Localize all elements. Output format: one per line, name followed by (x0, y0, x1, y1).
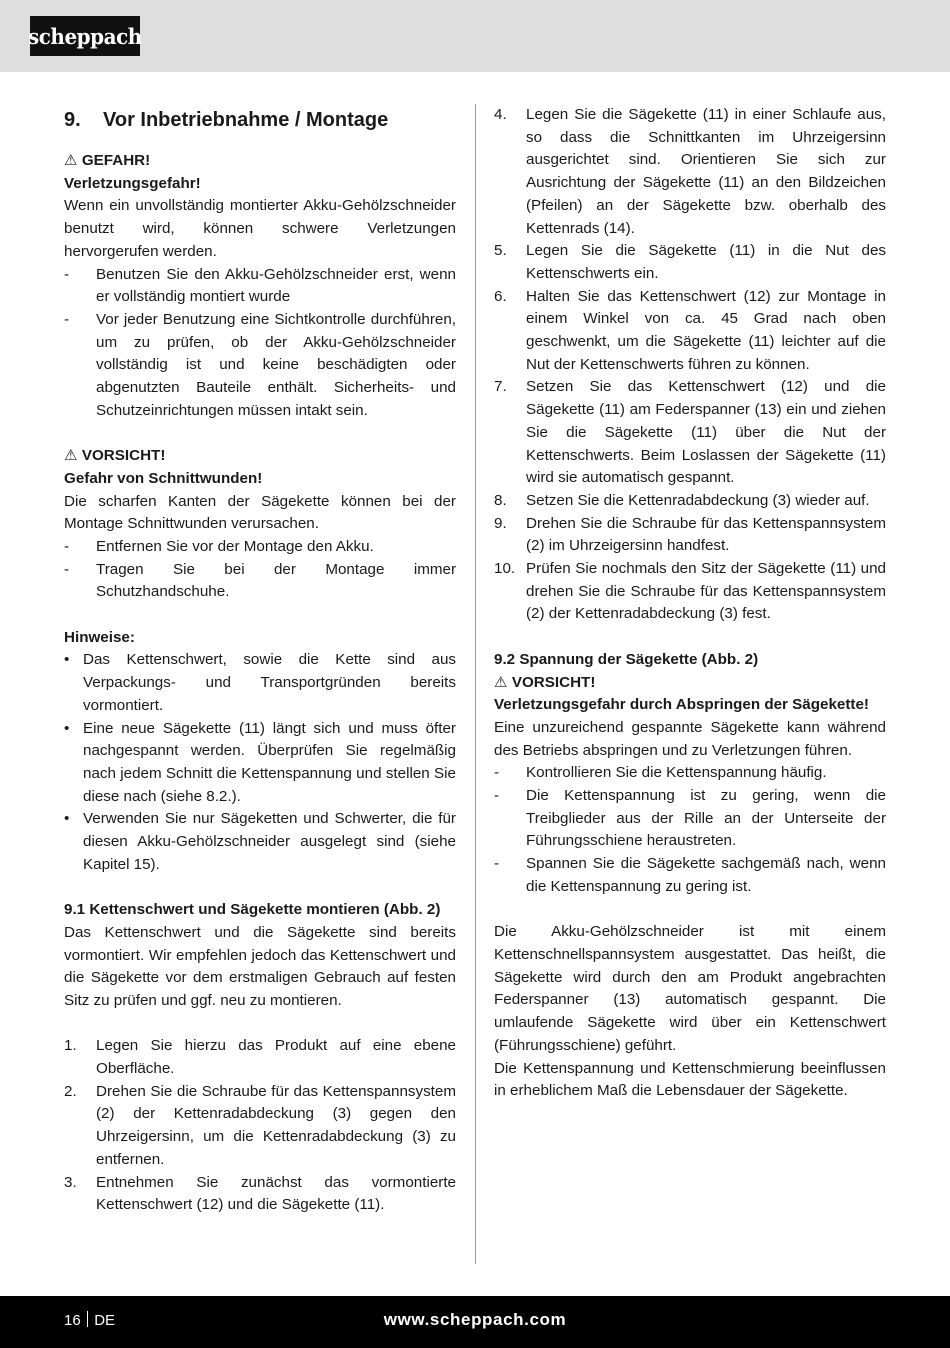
caution-subtitle: Verletzungsgefahr durch Abspringen der Sägekette! (494, 696, 869, 714)
step-item: 2. Drehen Sie die Schraube für das Kettenspannsystem (2) der Kettenradabdeckung (3) gegen den Uhrzeigersinn, um die Kettenradabdeckung (3) zu entfernen. (64, 1082, 456, 1168)
list-item: - Kontrollieren Sie die Kettenspannung häufig. (494, 764, 827, 782)
bullet-item: • Eine neue Sägekette (11) längt sich und muss öfter nachgespannt werden. Überprüfen Sie regelmäßig nach jedem Schnitt die Kettenspannung und stellen Sie diese nach (siehe 8.2.). (64, 719, 456, 805)
step-item: 9. Drehen Sie die Schraube für das Kettenspannsystem (2) im Uhrzeigersinn handfest. (494, 514, 886, 555)
step-item: 3. Entnehmen Sie zunächst das vormontierte Kettenschwert (12) und die Sägekette (11). (64, 1173, 456, 1214)
warning-triangle-icon: ⚠ (64, 152, 78, 169)
warning-triangle-icon: ⚠ (494, 673, 508, 691)
danger-text: Wenn ein unvollständig montierter Akku-Gehölzschneider benutzt wird, können schwere Verletzungen hervorgerufen werden. (64, 197, 456, 260)
paragraph: Die Kettenspannung und Kettenschmierung beeinflussen in erheblichem Maß die Lebensdauer der Sägekette. (494, 1059, 886, 1100)
list-item: - Benutzen Sie den Akku-Gehölzschneider erst, wenn er vollständig montiert wurde (64, 265, 456, 306)
paragraph: Die Akku-Gehölzschneider ist mit einem Kettenschnellspannsystem ausgestattet. Das heißt, die Sägekette wird durch den am Produkt angebrachten Federspanner (13) automatisch gespannt. Die umlaufende Sägekette wird über ein Kettenschwert (Führungsschiene) geführt. (494, 923, 886, 1054)
list-item: - Vor jeder Benutzung eine Sichtkontrolle durchführen, um zu prüfen, ob der Akku-Gehölzschneider vollständig ist und keine beschädigten oder abgenutzten Bauteile enthält. Sicherheits- und Schutzeinrichtungen müssen intakt sein. (64, 310, 456, 419)
section-title: 9. Vor Inbetriebnahme / Montage (64, 109, 389, 131)
caution-heading: ⚠ VORSICHT! (494, 673, 596, 691)
danger-subtitle: Verletzungsgefahr! (64, 174, 201, 192)
danger-heading: ⚠ GEFAHR! (64, 152, 151, 169)
right-column (494, 104, 886, 1103)
bullet-item: • Verwenden Sie nur Sägeketten und Schwerter, die für diesen Akku-Gehölzschneider ausgelegt sind (siehe Kapitel 15). (64, 810, 456, 873)
warning-triangle-icon: ⚠ (64, 447, 78, 465)
list-item: - Entfernen Sie vor der Montage den Akku. (64, 537, 374, 555)
caution-subtitle: Gefahr von Schnittwunden! (64, 469, 263, 487)
step-item: 4. Legen Sie die Sägekette (11) in einer Schlaufe aus, so dass die Schnittkanten im Uhrzeigersinn ausgerichtet sind. Orientieren Sie sich zur Ausrichtung der Sägekette (11) an den Bildzeichen (Pfeilen) an der Sägekette bzw. oberhalb des Kettenrads (14). (494, 106, 886, 237)
subsection-text: Das Kettenschwert und die Sägekette sind bereits vormontiert. Wir empfehlen jedoch das Kettenschwert und die Sägekette vor dem erstmaligen Gebrauch auf festen Sitz zu prüfen und ggf. neu zu montieren. (64, 923, 456, 1009)
step-item: 1. Legen Sie hierzu das Produkt auf eine ebene Oberfläche. (64, 1037, 456, 1078)
page-number: 16 DE (64, 1312, 116, 1329)
website-url: www.scheppach.com (383, 1310, 567, 1329)
step-item: 7. Setzen Sie das Kettenschwert (12) und die Sägekette (11) am Federspanner (13) ein und ziehen Sie die Sägekette (11) über die Nut der Kettenschwerts. Beim Loslassen der Sägekette (11) wird sie automatisch gespannt. (494, 378, 886, 487)
caution-text: Eine unzureichend gespannte Sägekette kann während des Betriebs abspringen und zu Verletzungen führen. (494, 718, 886, 759)
left-column (64, 104, 456, 1217)
notes-title: Hinweise: (64, 628, 135, 646)
subsection-title-9-2: 9.2 Spannung der Sägekette (Abb. 2) (494, 650, 759, 668)
page-header (0, 0, 950, 72)
list-item: - Tragen Sie bei der Montage immer Schutzhandschuhe. (64, 560, 456, 601)
list-item: - Spannen Sie die Sägekette sachgemäß nach, wenn die Kettenspannung zu gering ist. (494, 855, 886, 895)
caution-heading: ⚠ VORSICHT! (64, 447, 166, 465)
list-item: - Die Kettenspannung ist zu gering, wenn die Treibglieder aus der Rille an der Unterseite der Führungsschiene heraustreten. (494, 787, 886, 850)
column-divider (475, 104, 476, 1264)
page-footer (0, 1296, 950, 1348)
step-item: 8. Setzen Sie die Kettenradabdeckung (3) wieder auf. (494, 491, 870, 509)
scheppach-logo: scheppach (30, 16, 140, 56)
step-item: 5. Legen Sie die Sägekette (11) in die Nut des Kettenschwerts ein. (494, 242, 886, 282)
step-item: 10. Prüfen Sie nochmals den Sitz der Sägekette (11) und drehen Sie die Schraube für das Kettenspannsystem (2) der Kettenradabdeckung (3) fest. (494, 560, 886, 623)
subsection-title-9-1: 9.1 Kettenschwert und Sägekette montieren (Abb. 2) (64, 901, 441, 919)
caution-text: Die scharfen Kanten der Sägekette können bei der Montage Schnittwunden verursachen. (64, 492, 456, 533)
step-item: 6. Halten Sie das Kettenschwert (12) zur Montage in einem Winkel von ca. 45 Grad nach oben geschwenkt, um die Sägekette (11) leichter auf die Nut der Kettenschwerts führen zu können. (494, 287, 886, 373)
bullet-item: • Das Kettenschwert, sowie die Kette sind aus Verpackungs- und Transportgründen bereits vormontiert. (64, 651, 456, 714)
